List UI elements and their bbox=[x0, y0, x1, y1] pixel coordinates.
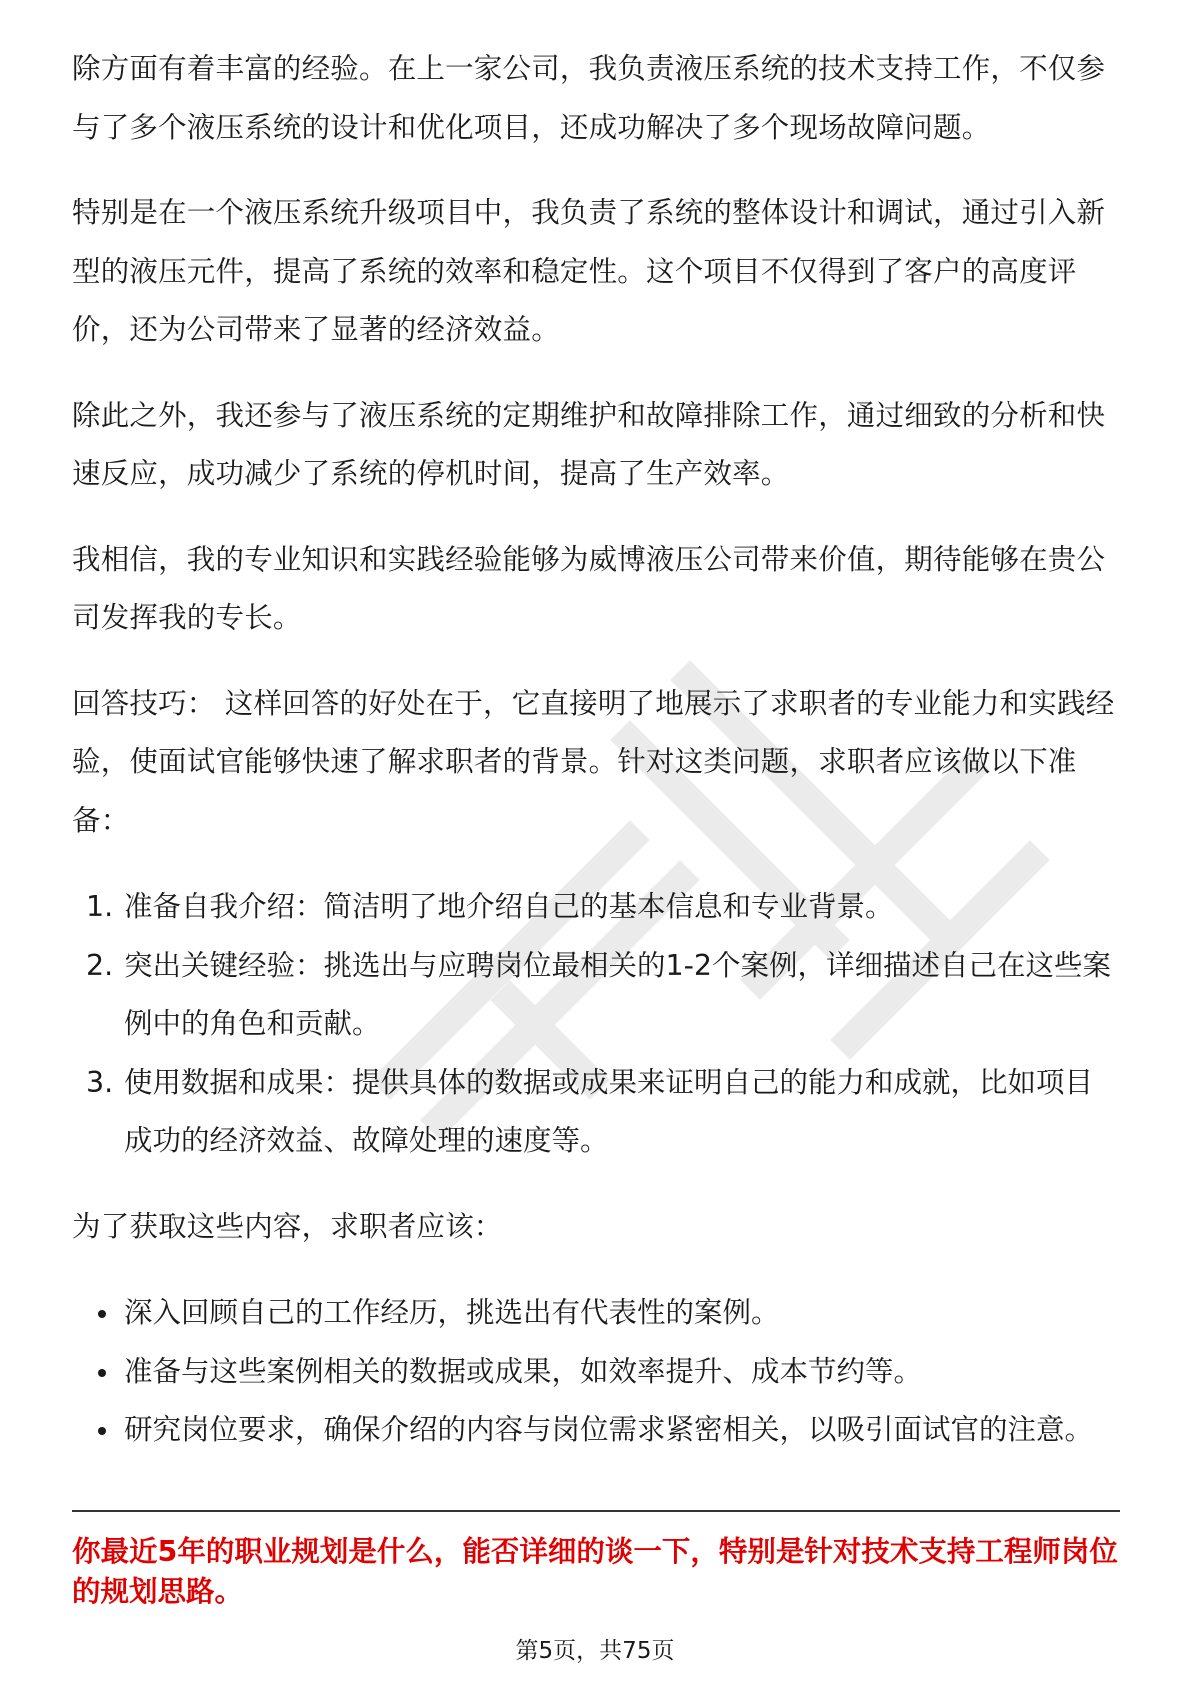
paragraph-upgrade-project: 特别是在一个液压系统升级项目中，我负责了系统的整体设计和调试，通过引入新型的液压元件，提高了系统的效率和稳定性。这个项目不仅得到了客户的高度评价，还为公司带来了显著的经济效益。 bbox=[72, 196, 1106, 346]
paragraph-experience: 除方面有着丰富的经验。在上一家公司，我负责液压系统的技术支持工作，不仅参与了多个液压系统的设计和优化项目，还成功解决了多个现场故障问题。 bbox=[72, 52, 1106, 144]
preparation-list bbox=[72, 878, 1120, 1171]
next-question-heading: 你最近5年的职业规划是什么，能否详细的谈一下，特别是针对技术支持工程师岗位的规划思路。 bbox=[72, 1535, 1118, 1608]
paragraph-bullets-intro: 为了获取这些内容，求职者应该： bbox=[72, 1209, 503, 1243]
paragraph-maintenance: 除此之外，我还参与了液压系统的定期维护和故障排除工作，通过细致的分析和快速反应，成功减少了系统的停机时间，提高了生产效率。 bbox=[72, 398, 1106, 490]
bullet-icon bbox=[98, 1369, 106, 1377]
page-number: 第5页，共75页 bbox=[515, 1638, 675, 1664]
list-item bbox=[72, 1401, 1120, 1460]
bullet-icon bbox=[98, 1310, 106, 1318]
section-divider bbox=[72, 1510, 1120, 1512]
list-number: 3. bbox=[86, 1065, 114, 1099]
list-item bbox=[72, 1054, 1120, 1171]
list-item bbox=[72, 1343, 1120, 1402]
document-body bbox=[72, 40, 1120, 1460]
list-number: 2. bbox=[86, 948, 114, 982]
bullet-list bbox=[72, 1284, 1120, 1460]
list-item-text: 深入回顾自己的工作经历，挑选出有代表性的案例。 bbox=[124, 1296, 780, 1329]
list-item-text: 准备自我介绍：简洁明了地介绍自己的基本信息和专业背景。 bbox=[124, 890, 894, 923]
list-number: 1. bbox=[86, 890, 114, 923]
list-item-text: 使用数据和成果：提供具体的数据或成果来证明自己的能力和成就，比如项目成功的经济效益、故障处理的速度等。 bbox=[124, 1065, 1094, 1157]
list-item-text: 准备与这些案例相关的数据或成果，如效率提升、成本节约等。 bbox=[124, 1354, 923, 1388]
list-item bbox=[72, 937, 1120, 1054]
list-item bbox=[72, 878, 1120, 937]
list-item-text: 研究岗位要求，确保介绍的内容与岗位需求紧密相关，以吸引面试官的注意。 bbox=[124, 1413, 1094, 1446]
bullet-icon bbox=[98, 1427, 106, 1435]
list-item bbox=[72, 1284, 1120, 1343]
list-item-text: 突出关键经验：挑选出与应聘岗位最相关的1-2个案例，详细描述自己在这些案例中的角色和贡献。 bbox=[124, 948, 1112, 1040]
paragraph-closing: 我相信，我的专业知识和实践经验能够为威博液压公司带来价值，期待能够在贵公司发挥我的专长。 bbox=[72, 542, 1106, 634]
paragraph-answer-tips: 回答技巧： 这样回答的好处在于，它直接明了地展示了求职者的专业能力和实践经验，使面试官能够快速了解求职者的背景。针对这类问题，求职者应该做以下准备： bbox=[72, 686, 1115, 837]
